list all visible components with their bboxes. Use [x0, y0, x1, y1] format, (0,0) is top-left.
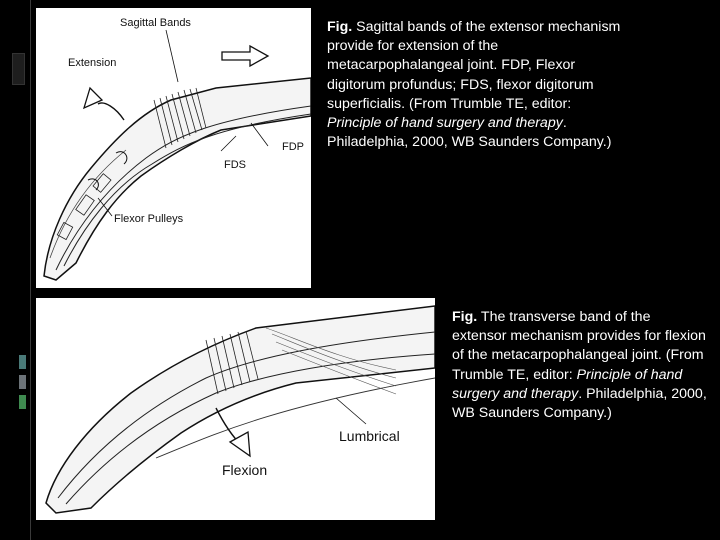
caption-1-book-title: Principle of hand surgery and therapy — [327, 115, 563, 132]
finger-extension-drawing — [36, 8, 311, 288]
slide-marker-tab — [12, 53, 25, 85]
label-extension: Extension — [68, 57, 117, 69]
caption-2-book-title: Principle of hand surgery and therapy — [452, 366, 683, 402]
label-fds: FDS — [224, 159, 246, 171]
label-sagittal-bands: Sagittal Bands — [120, 17, 191, 29]
label-lumbrical: Lumbrical — [339, 428, 400, 444]
left-decorative-strip — [0, 0, 31, 540]
caption-2-text: The transverse band of the extensor mechanism provides for flexion of the metacarpophalangeal joint. (From Trumble TE, editor: — [452, 309, 706, 383]
label-flexion: Flexion — [222, 462, 268, 478]
accent-bar-teal — [19, 355, 26, 369]
caption-2-prefix: Fig. — [452, 309, 478, 325]
caption-1-text: Sagittal bands of the extensor mechanism provide for extension of the metacarpophalangeal joint. FDP, Flexor digitorum profundus; FDS, flexor digitorum superficialis. (From Trumble TE, editor: — [327, 19, 621, 112]
label-fdp: FDP — [282, 141, 304, 153]
caption-1-publisher: . Philadelphia, 2000, WB Saunders Company.) — [327, 115, 612, 151]
caption-figure-2 — [452, 308, 707, 423]
figure-transverse-band-image — [36, 298, 435, 520]
caption-1-prefix: Fig. — [327, 19, 353, 35]
label-flexor-pulleys: Flexor Pulleys — [114, 213, 184, 225]
caption-figure-1 — [327, 18, 622, 152]
finger-flexion-drawing — [36, 298, 435, 520]
accent-bar-gray — [19, 375, 26, 389]
accent-bar-green — [19, 395, 26, 409]
figure-sagittal-bands-image — [36, 8, 311, 288]
caption-2-publisher: . Philadelphia, 2000, WB Saunders Company.) — [452, 385, 707, 422]
